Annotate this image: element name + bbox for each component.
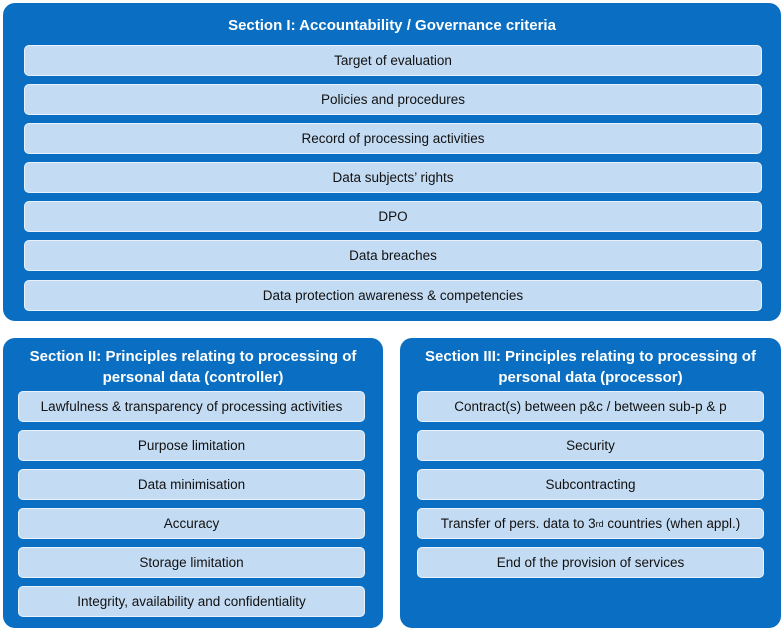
item-data-minimisation[interactable]: Data minimisation	[18, 469, 365, 500]
item-accuracy[interactable]: Accuracy	[18, 508, 365, 539]
item-subcontracting[interactable]: Subcontracting	[417, 469, 764, 500]
item-contracts[interactable]: Contract(s) between p&c / between sub-p & p	[417, 391, 764, 422]
section-3-panel	[400, 338, 781, 628]
section-2-title-line-2: personal data (controller)	[102, 369, 284, 386]
item-transfer-to-third-countries[interactable]: Transfer of pers. data to 3 rd countries (when appl.)	[417, 508, 764, 539]
item-lawfulness-transparency[interactable]: Lawfulness & transparency of processing activities	[18, 391, 365, 422]
item-security[interactable]: Security	[417, 430, 764, 461]
item-purpose-limitation[interactable]: Purpose limitation	[18, 430, 365, 461]
section-1-title: Section I: Accountability / Governance criteria	[228, 17, 556, 34]
item-data-protection-awareness[interactable]: Data protection awareness & competencies	[24, 280, 762, 311]
section-2-panel	[3, 338, 383, 628]
item-end-of-provision-of-services[interactable]: End of the provision of services	[417, 547, 764, 578]
item-integrity-availability-confidentiality[interactable]: Integrity, availability and confidentiality	[18, 586, 365, 617]
section-3-title	[400, 346, 781, 388]
transfer-text-suffix: countries (when appl.)	[603, 516, 741, 531]
item-storage-limitation[interactable]: Storage limitation	[18, 547, 365, 578]
item-policies-and-procedures[interactable]: Policies and procedures	[24, 84, 762, 115]
item-data-breaches[interactable]: Data breaches	[24, 240, 762, 271]
section-3-title-line-2: personal data (processor)	[498, 369, 683, 386]
item-record-of-processing-activities[interactable]: Record of processing activities	[24, 123, 762, 154]
item-data-subjects-rights[interactable]: Data subjects’ rights	[24, 162, 762, 193]
section-1-panel	[3, 3, 781, 321]
section-2-title	[3, 346, 383, 388]
item-dpo[interactable]: DPO	[24, 201, 762, 232]
item-target-of-evaluation[interactable]: Target of evaluation	[24, 45, 762, 76]
section-3-title-line-1: Section III: Principles relating to processing of	[425, 348, 756, 365]
section-2-title-line-1: Section II: Principles relating to processing of	[29, 348, 357, 365]
transfer-text-prefix: Transfer of pers. data to 3	[440, 516, 596, 531]
